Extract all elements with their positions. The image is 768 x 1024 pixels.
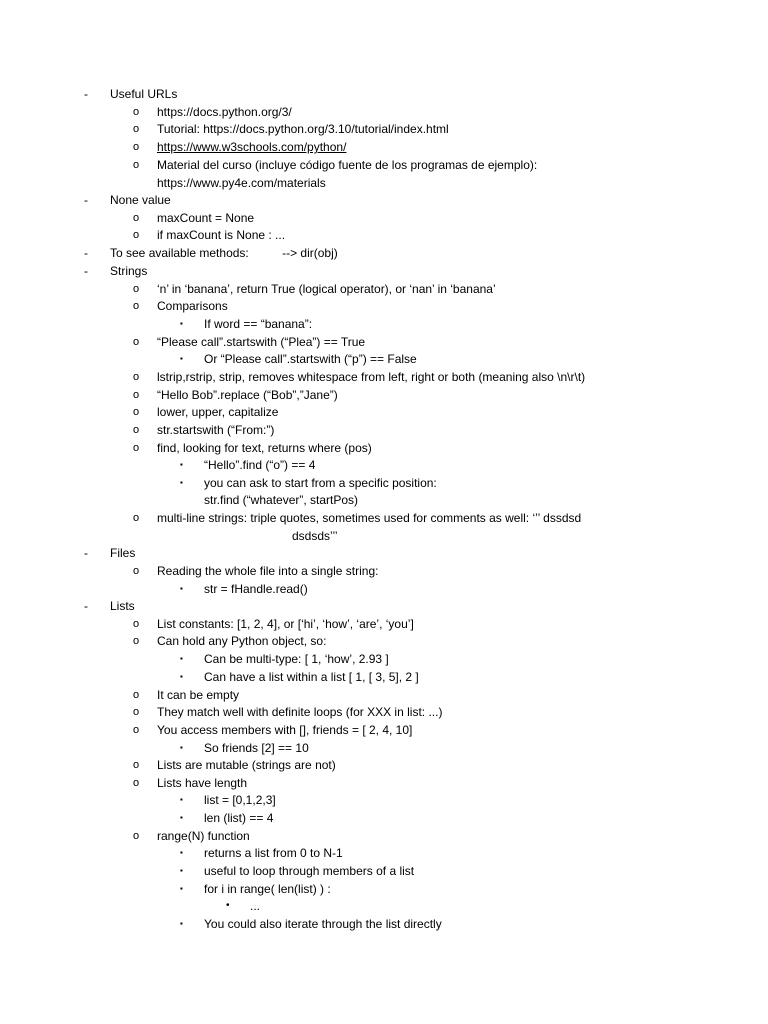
url-tutorial: Tutorial: https://docs.python.org/3.10/tutorial/index.html (157, 122, 449, 136)
list-item (0, 103, 768, 121)
list-item (0, 880, 768, 898)
files-heading-line (0, 544, 768, 562)
list-item-continuation (0, 174, 768, 192)
lists-subitem: You could also iterate through the list directly (204, 917, 442, 931)
square-bullet: ▪ (180, 866, 183, 875)
lists-item: It can be empty (157, 688, 240, 702)
circle-bullet: o (133, 300, 140, 312)
lists-subitem: Can have a list within a list [ 1, [ 3, 5], 2 ] (204, 670, 419, 684)
list-item-continuation (0, 491, 768, 509)
useful-urls-heading: Useful URLs (110, 87, 178, 101)
circle-bullet: o (133, 283, 140, 295)
dash-bullet: - (84, 87, 88, 101)
list-item (0, 474, 768, 492)
circle-bullet: o (133, 830, 140, 842)
course-material-text: Material del curso (incluye código fuente de los programas de ejemplo): (157, 158, 538, 172)
lists-item: Can hold any Python object, so: (157, 634, 327, 648)
circle-bullet: o (133, 336, 140, 348)
circle-bullet: o (133, 442, 140, 454)
list-item (0, 368, 768, 386)
circle-bullet: o (133, 724, 140, 736)
dash-bullet: - (84, 193, 88, 207)
list-item (0, 509, 768, 527)
none-value-heading: None value (110, 193, 171, 207)
list-item (0, 209, 768, 227)
methods-text: To see available methods: --> dir(obj) (110, 246, 338, 260)
lists-heading: Lists (110, 599, 135, 613)
circle-bullet: o (133, 689, 140, 701)
list-item (0, 280, 768, 298)
w3schools-link[interactable]: https://www.w3schools.com/python/ (157, 140, 347, 154)
circle-bullet: o (133, 706, 140, 718)
circle-bullet: o (133, 635, 140, 647)
circle-bullet: o (133, 406, 140, 418)
dash-bullet: - (84, 546, 88, 560)
string-subitem-cont: str.find (“whatever”, startPos) (204, 493, 359, 507)
strings-heading: Strings (110, 264, 148, 278)
string-item: find, looking for text, returns where (pos) (157, 441, 372, 455)
lists-subitem: So friends [2] == 10 (204, 741, 309, 755)
files-item: Reading the whole file into a single string: (157, 564, 379, 578)
string-item: lstrip,rstrip, strip, removes whitespace from left, right or both (meaning also \n\r\t) (157, 370, 586, 384)
list-item (0, 120, 768, 138)
files-subitem: str = fHandle.read() (204, 582, 308, 596)
circle-bullet: o (133, 229, 140, 241)
string-subitem: you can ask to start from a specific position: (204, 476, 437, 490)
square-bullet: ▪ (180, 478, 183, 487)
lists-item: You access members with [], friends = [ 2, 4, 10] (157, 723, 413, 737)
square-bullet: ▪ (180, 319, 183, 328)
list-item (0, 791, 768, 809)
circle-bullet: o (133, 777, 140, 789)
lists-subitem: list = [0,1,2,3] (204, 793, 276, 807)
list-item (0, 756, 768, 774)
list-item (0, 774, 768, 792)
string-item: multi-line strings: triple quotes, sometimes used for comments as well: ‘’’ dssdsd (157, 511, 582, 525)
list-item (0, 421, 768, 439)
list-item (0, 315, 768, 333)
square-bullet: ▪ (180, 919, 183, 928)
useful-urls-heading-line (0, 85, 768, 103)
circle-bullet: o (133, 106, 140, 118)
lists-item: List constants: [1, 2, 4], or [‘hi’, ‘how’, ‘are’, ‘you’] (157, 617, 414, 631)
url-python-docs: https://docs.python.org/3/ (157, 105, 292, 119)
list-item (0, 897, 768, 915)
square-bullet: ▪ (180, 813, 183, 822)
circle-bullet: o (133, 512, 140, 524)
list-item (0, 632, 768, 650)
list-item (0, 386, 768, 404)
course-material-url: https://www.py4e.com/materials (157, 176, 326, 190)
list-item (0, 138, 768, 156)
circle-bullet: o (133, 159, 140, 171)
list-item (0, 721, 768, 739)
lists-subitem: len (list) == 4 (204, 811, 274, 825)
circle-bullet: o (133, 389, 140, 401)
dot-bullet: • (226, 900, 230, 911)
none-item: maxCount = None (157, 211, 255, 225)
dash-bullet: - (84, 246, 88, 260)
lists-subitem: returns a list from 0 to N-1 (204, 846, 343, 860)
none-item: if maxCount is None : ... (157, 228, 286, 242)
list-item (0, 739, 768, 757)
string-item: “Hello Bob”.replace (“Bob”,”Jane”) (157, 388, 338, 402)
list-item (0, 350, 768, 368)
string-item: lower, upper, capitalize (157, 405, 279, 419)
list-item (0, 827, 768, 845)
list-item (0, 703, 768, 721)
square-bullet: ▪ (180, 743, 183, 752)
list-item (0, 456, 768, 474)
list-item (0, 686, 768, 704)
square-bullet: ▪ (180, 460, 183, 469)
lists-item: Lists are mutable (strings are not) (157, 758, 336, 772)
list-item (0, 862, 768, 880)
list-item (0, 403, 768, 421)
list-item (0, 297, 768, 315)
dash-bullet: - (84, 599, 88, 613)
square-bullet: ▪ (180, 654, 183, 663)
circle-bullet: o (133, 759, 140, 771)
square-bullet: ▪ (180, 672, 183, 681)
square-bullet: ▪ (180, 848, 183, 857)
list-item (0, 439, 768, 457)
strings-heading-line (0, 262, 768, 280)
square-bullet: ▪ (180, 354, 183, 363)
string-item-cont: dsdsds’’’ (292, 529, 338, 543)
list-item-continuation (0, 527, 768, 545)
string-item: str.startswith (“From:”) (157, 423, 275, 437)
list-item (0, 650, 768, 668)
files-heading: Files (110, 546, 136, 560)
circle-bullet: o (133, 212, 140, 224)
lists-heading-line (0, 597, 768, 615)
lists-item: Lists have length (157, 776, 248, 790)
lists-item: They match well with definite loops (for XXX in list: ...) (157, 705, 443, 719)
square-bullet: ▪ (180, 884, 183, 893)
list-item (0, 226, 768, 244)
methods-line (0, 244, 768, 262)
string-subitem: Or “Please call”.startswith (“p”) == False (204, 352, 417, 366)
list-item (0, 156, 768, 174)
list-item (0, 809, 768, 827)
lists-subitem: useful to loop through members of a list (204, 864, 415, 878)
circle-bullet: o (133, 565, 140, 577)
square-bullet: ▪ (180, 584, 183, 593)
circle-bullet: o (133, 141, 140, 153)
string-item: “Please call”.startswith (“Plea”) == True (157, 335, 366, 349)
list-item (0, 562, 768, 580)
dash-bullet: - (84, 264, 88, 278)
circle-bullet: o (133, 618, 140, 630)
string-subitem: If word == “banana”: (204, 317, 313, 331)
string-item: Comparisons (157, 299, 228, 313)
lists-subitem: Can be multi-type: [ 1, ‘how’, 2.93 ] (204, 652, 389, 666)
list-item (0, 915, 768, 933)
circle-bullet: o (133, 424, 140, 436)
lists-subsubitem: ... (250, 899, 261, 913)
lists-subitem: for i in range( len(list) ) : (204, 882, 331, 896)
list-item (0, 615, 768, 633)
list-item (0, 668, 768, 686)
lists-item: range(N) function (157, 829, 250, 843)
circle-bullet: o (133, 371, 140, 383)
string-item: ‘n’ in ‘banana’, return True (logical operator), or ‘nan’ in ‘banana’ (157, 282, 496, 296)
list-item (0, 333, 768, 351)
list-item (0, 844, 768, 862)
list-item (0, 580, 768, 598)
none-value-heading-line (0, 191, 768, 209)
circle-bullet: o (133, 123, 140, 135)
string-subitem: “Hello”.find (“o”) == 4 (204, 458, 316, 472)
square-bullet: ▪ (180, 795, 183, 804)
